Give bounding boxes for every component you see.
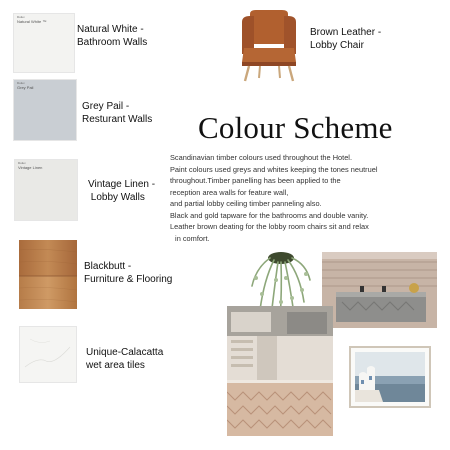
swatch-grey-pail	[14, 80, 76, 140]
swatch-name: Natural White ™	[17, 19, 47, 24]
label-grey-pail: Grey Pail - Resturant Walls	[82, 101, 153, 125]
swatch-blackbutt-timber	[19, 240, 77, 309]
swatch-natural-white	[14, 14, 74, 72]
label-calacatta: Unique-Calacatta wet area tiles	[86, 347, 164, 371]
swatch-brand: Dulux	[18, 161, 26, 165]
swatch-brand: Dulux	[17, 15, 25, 19]
swatch-vintage-linen	[15, 160, 77, 220]
page-title: Colour Scheme	[198, 110, 393, 145]
framed-art-icon	[349, 346, 431, 408]
swatch-name: Vintage Linen	[18, 165, 43, 170]
cafe-photo	[227, 306, 333, 436]
swatch-name: Grey Pail	[17, 85, 34, 90]
armchair-icon	[236, 8, 302, 82]
timber-grain-icon	[19, 240, 77, 309]
swatch-calacatta-tile	[20, 327, 76, 382]
label-vintage-linen: Vintage Linen - Lobby Walls	[88, 179, 156, 203]
reception-photo	[322, 252, 437, 328]
label-chair: Brown Leather - Lobby Chair	[310, 27, 382, 51]
label-natural-white: Natural White - Bathroom Walls	[77, 24, 148, 48]
marble-vein-icon	[20, 327, 76, 382]
swatch-brand: Dulux	[17, 81, 25, 85]
description: Scandinavian timber colours used throughout the Hotel. Paint colours used greys and whites keeping the tones neutruel throughout.Timber panelling has been applied to the reception area walls for feature wall, and partial lobby ceiling timber panneling also. Black and gold tapware for the bathrooms and double vanity. Leather brown deating for the lobby room chairs sit and relax in comfort.	[170, 153, 378, 243]
label-blackbutt: Blackbutt - Furniture & Flooring	[84, 261, 173, 285]
